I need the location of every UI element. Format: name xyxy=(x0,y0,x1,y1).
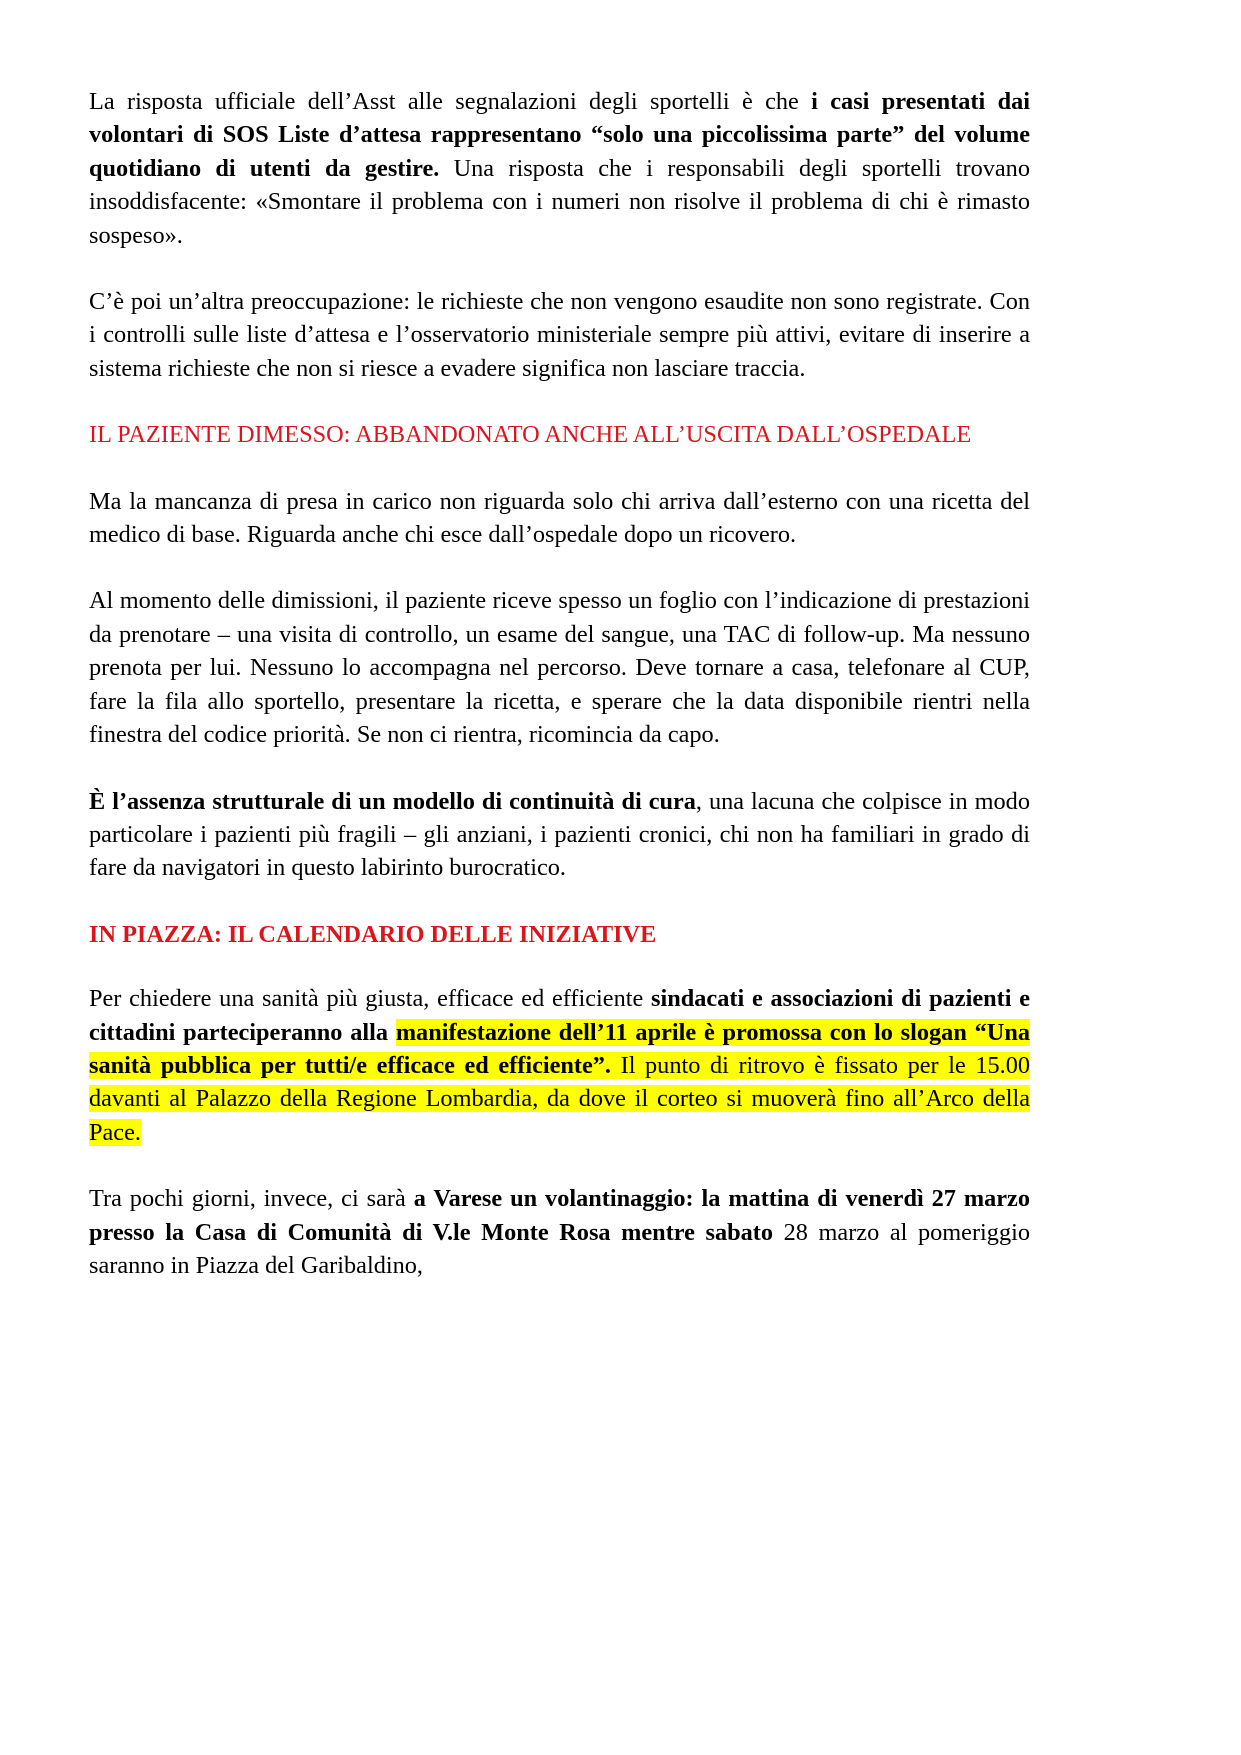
text: Una risposta che i responsabili degli sportelli trovano insoddisfacente: «Smontare il problema con i numeri non risolve il problema di chi è rimasto sospeso». xyxy=(89,154,1030,249)
paragraph-no-care-taking: Ma la mancanza di presa in carico non riguarda solo chi arriva dall’esterno con una ricetta del medico di base. Riguarda anche chi esce dall’ospedale dopo un ricovero. xyxy=(89,487,1030,549)
paragraph-discharge: Al momento delle dimissioni, il paziente riceve spesso un foglio con l’indicazione di prestazioni da prenotare – una visita di controllo, un esame del sangue, una TAC di follow-up. Ma nessuno prenota per lui. Nessuno lo accompagna nel percorso. Deve tornare a casa, telefonare al CUP, fare la fila allo sportello, presentare la ricetta, e sperare che la data disponibile rientri nella finestra del codice priorità. Se non ci rientra, ricomincia da capo. xyxy=(89,587,1030,749)
text: Per chiedere una sanità più giusta, efficace ed efficiente xyxy=(89,985,652,1013)
text: , una lacuna che colpisce in modo particolare i pazienti più fragili – gli anziani, i pazienti cronici, chi non ha familiari in grado di fare da navigatori in questo labirinto burocratico. xyxy=(89,787,1030,882)
paragraph-unregistered-requests: C’è poi un’altra preoccupazione: le richieste che non vengono esaudite non sono registrate. Con i controlli sulle liste d’attesa e l’osservatorio ministeriale sempre più attivi, evitare di inserire a sistema richieste che non si riesce a evadere significa non lasciare traccia. xyxy=(89,288,1030,382)
bold-text: a Varese un volantinaggio: la mattina di venerdì 27 marzo presso la Casa di Comunità di V.le Monte Rosa mentre sabato xyxy=(89,1185,1030,1246)
section-heading-calendar: IN PIAZZA: IL CALENDARIO DELLE INIZIATIVE xyxy=(89,920,657,948)
document-page xyxy=(89,85,1030,1315)
highlighted-bold-text: manifestazione dell’11 aprile è promossa con lo slogan “Una sanità pubblica per tutti/e efficace ed efficiente”. xyxy=(89,1018,1030,1079)
highlighted-text: Il punto di ritrovo è fissato per le 15.00 davanti al Palazzo della Regione Lombardia, da dove il corteo si muoverà fino all’Arco della Pace. xyxy=(89,1051,1030,1146)
paragraph-continuity-of-care xyxy=(89,785,1030,885)
paragraph-varese-leafleting xyxy=(89,1182,1030,1282)
text: 28 marzo al pomeriggio saranno in Piazza del Garibaldino, xyxy=(89,1218,1030,1279)
paragraph-asst-response xyxy=(89,85,1030,252)
section-heading-discharged-patient: IL PAZIENTE DIMESSO: ABBANDONATO ANCHE ALL’USCITA DALL’OSPEDALE xyxy=(89,421,972,449)
bold-text: sindacati e associazioni di pazienti e cittadini parteciperanno alla xyxy=(89,985,1031,1046)
text: La risposta ufficiale dell’Asst alle segnalazioni degli sportelli è che xyxy=(89,88,812,115)
text: Tra pochi giorni, invece, ci sarà xyxy=(89,1185,414,1213)
bold-text: i casi presentati dai volontari di SOS Liste d’attesa rappresentano “solo una piccolissima parte” del volume quotidiano di utenti da gestire. xyxy=(89,88,1030,182)
bold-text: È l’assenza strutturale di un modello di continuità di cura xyxy=(89,787,696,815)
paragraph-demonstration xyxy=(89,982,1030,1149)
